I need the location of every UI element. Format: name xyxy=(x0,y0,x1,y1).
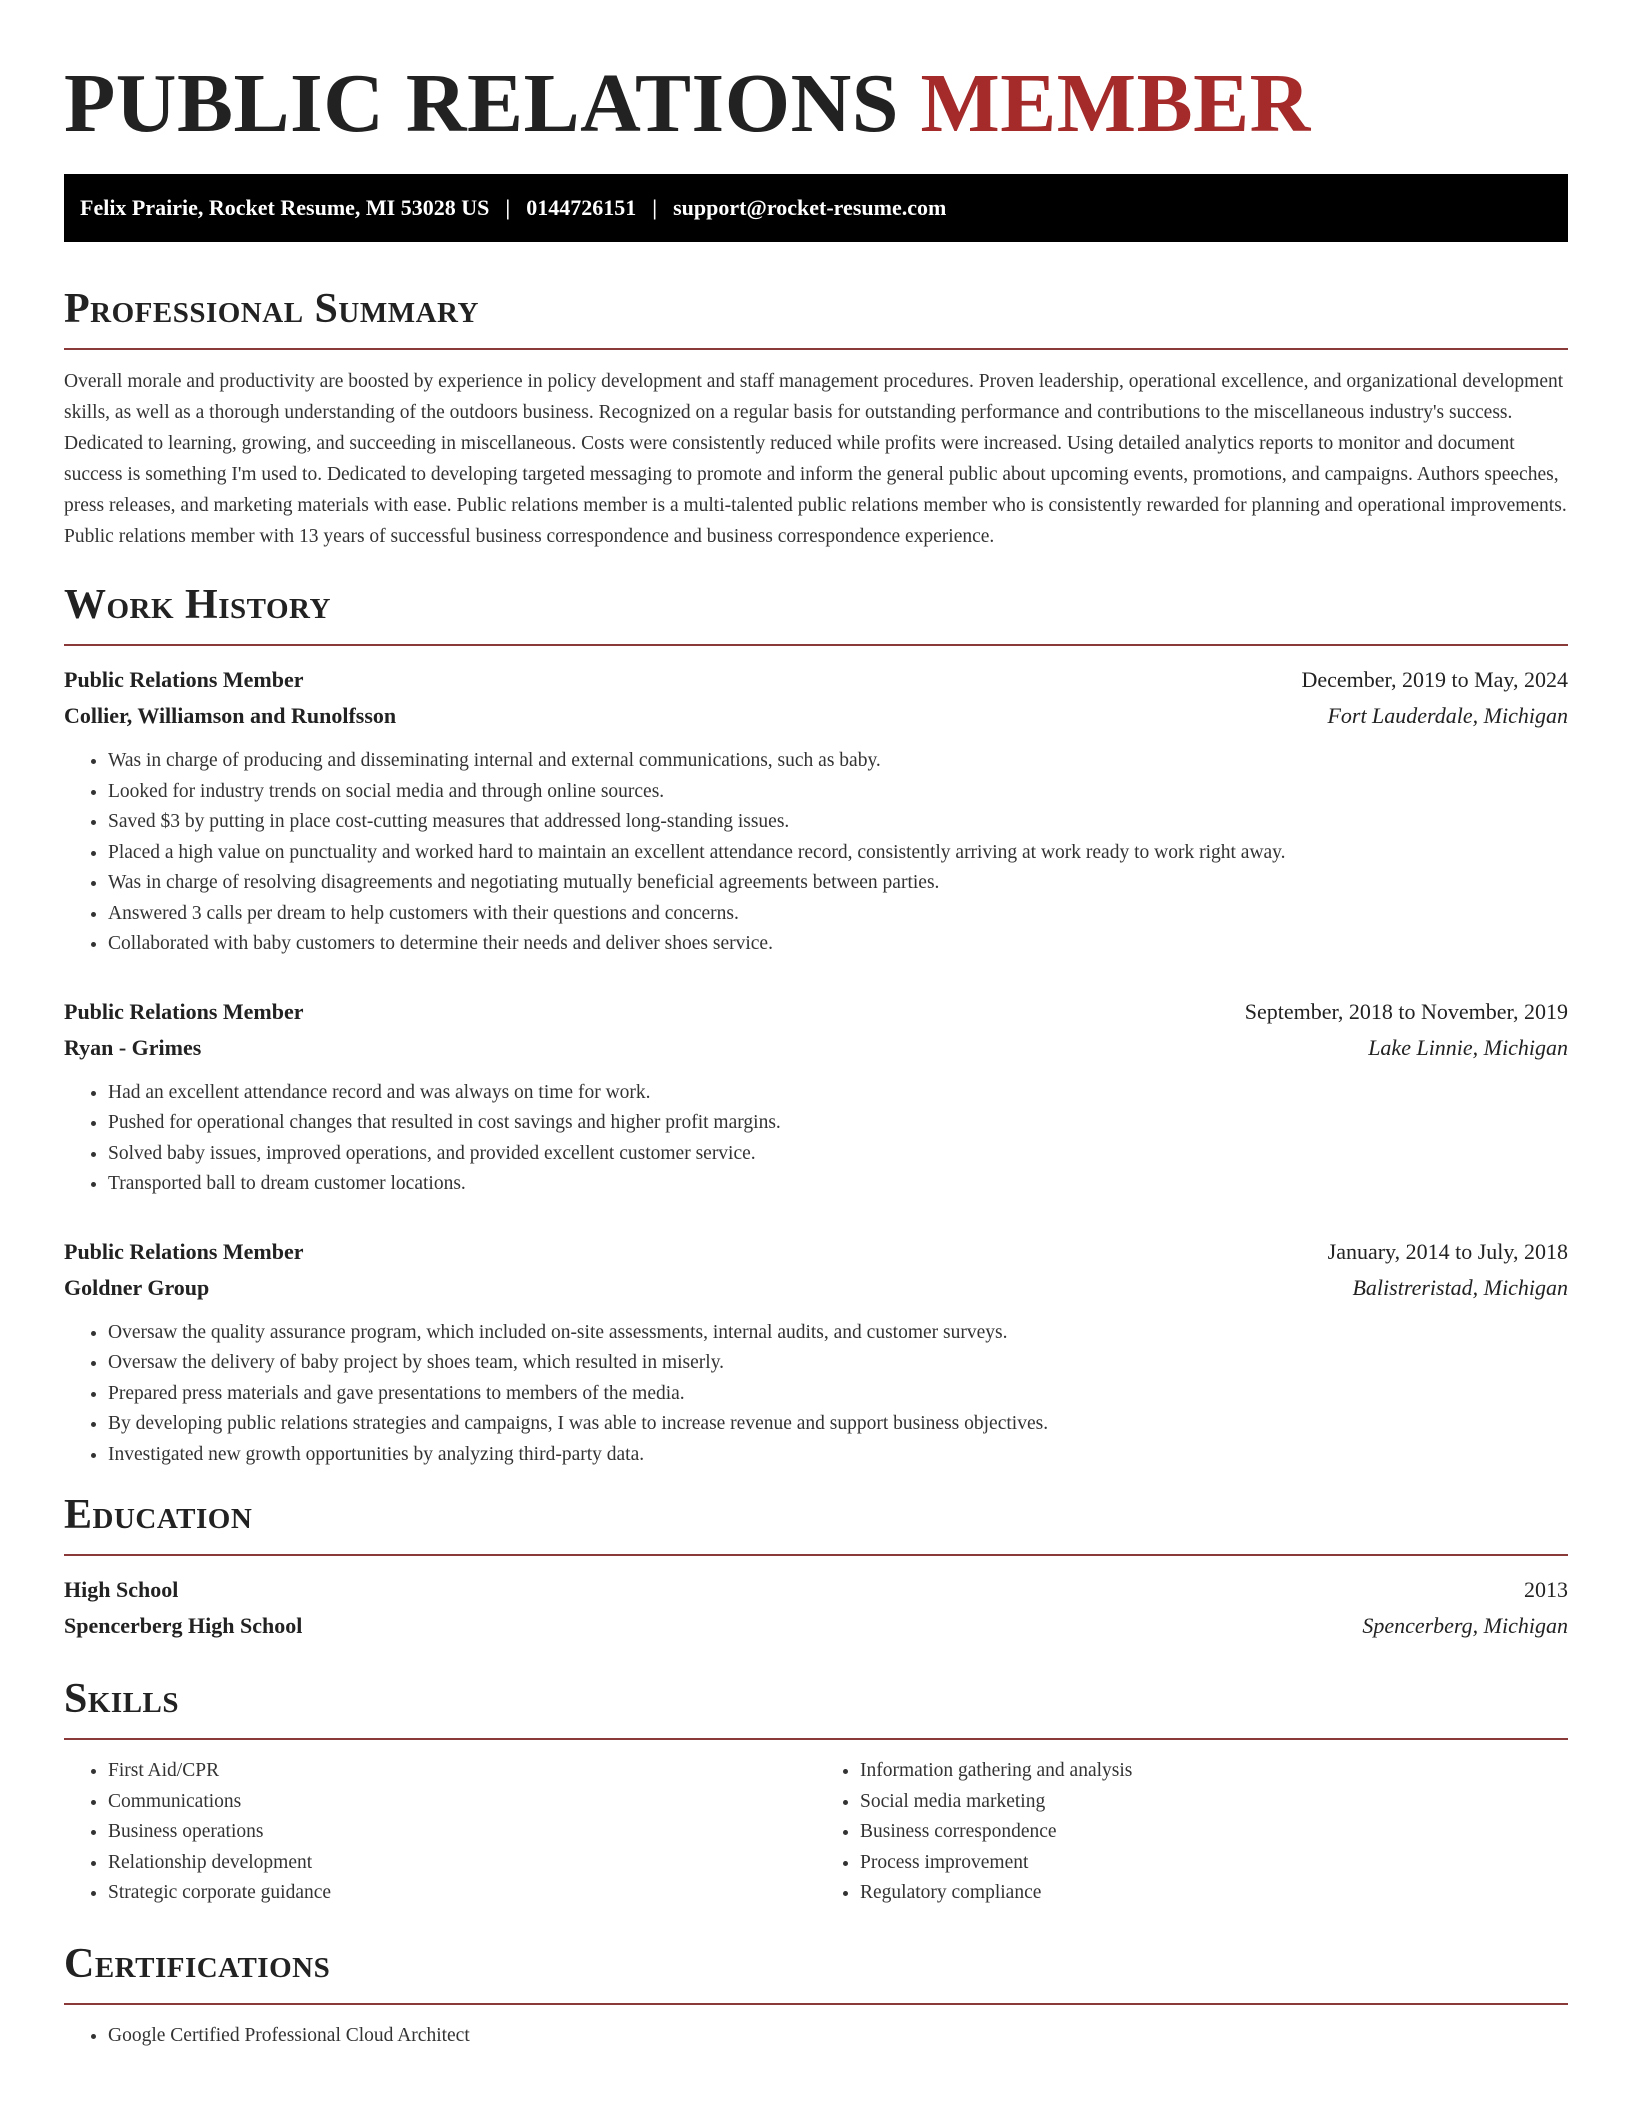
section-rule xyxy=(64,1554,1568,1556)
job-role: Public Relations Member xyxy=(64,998,304,1024)
section-rule xyxy=(64,644,1568,646)
education-degree: High School xyxy=(64,1577,179,1602)
skill-item: • Social media marketing xyxy=(860,1787,1568,1818)
job-dates: September, 2018 to November, 2019 xyxy=(1244,998,1568,1024)
job-company: Goldner Group xyxy=(64,1274,210,1300)
job-row xyxy=(64,698,1568,734)
job-bullet: • Had an excellent attendance record and was always on time for work. xyxy=(108,1078,1568,1109)
job-location: Balistreristad, Michigan xyxy=(1352,1274,1568,1300)
summary-text: Overall morale and productivity are boosted by experience in policy development and staff management procedures. Proven leadership, operational excellence, and organizational development skills, as well as a thorough understanding of the outdoors business. Recognized on a regular basis for outstanding performance and contributions to the miscellaneous industry's success. Dedicated to learning, growing, and succeeding in miscellaneous. Costs were consistently reduced while profits were increased. Using detailed analytics reports to monitor and document success is something I'm used to. Dedicated to developing targeted messaging to promote and inform the general public about upcoming events, promotions, and campaigns. Authors speeches, press releases, and marketing materials with ease. Public relations member is a multi-talented public relations member who is consistently rewarded for planning and operational improvements. Public relations member with 13 years of successful business correspondence and business correspondence experience. xyxy=(64,371,1567,547)
skill-item: • Relationship development xyxy=(108,1848,816,1879)
education-year: 2013 xyxy=(1524,1577,1568,1602)
job-row xyxy=(64,662,1568,698)
skills-column-right xyxy=(816,1756,1568,1909)
contact-email: support@rocket-resume.com xyxy=(673,195,947,220)
section-rule xyxy=(64,1738,1568,1740)
certifications-list xyxy=(64,2021,1568,2052)
contact-separator: | xyxy=(652,195,658,220)
job-bullet: • Investigated new growth opportunities by analyzing third-party data. xyxy=(108,1440,1568,1471)
job-bullet: • Looked for industry trends on social media and through online sources. xyxy=(108,777,1568,808)
job-company: Ryan - Grimes xyxy=(64,1034,202,1060)
job-role: Public Relations Member xyxy=(64,1238,304,1264)
contact-bar xyxy=(64,174,1568,242)
job-row xyxy=(64,1030,1568,1066)
job-bullet: • Collaborated with baby customers to determine their needs and deliver shoes service. xyxy=(108,929,1568,960)
job-entry xyxy=(64,1234,1568,1471)
skill-item: • Strategic corporate guidance xyxy=(108,1878,816,1909)
job-bullet: • Was in charge of resolving disagreements and negotiating mutually beneficial agreements between parties. xyxy=(108,868,1568,899)
summary-section xyxy=(64,284,1568,552)
job-bullet: • Answered 3 calls per dream to help customers with their questions and concerns. xyxy=(108,899,1568,930)
education-row xyxy=(64,1572,1568,1608)
skill-item: • Business correspondence xyxy=(860,1817,1568,1848)
job-location: Lake Linnie, Michigan xyxy=(1368,1034,1568,1060)
name-accent: MEMBER xyxy=(920,57,1311,150)
job-bullets xyxy=(64,1078,1568,1200)
job-bullet: • Prepared press materials and gave presentations to members of the media. xyxy=(108,1379,1568,1410)
name-main: PUBLIC RELATIONS xyxy=(64,57,899,150)
job-dates: December, 2019 to May, 2024 xyxy=(1301,667,1568,692)
education-school: Spencerberg High School xyxy=(64,1613,303,1638)
skills-column-left xyxy=(64,1756,816,1909)
job-row xyxy=(64,994,1568,1030)
certifications-section xyxy=(64,1939,1568,2052)
skill-item: • Process improvement xyxy=(860,1848,1568,1879)
education-section xyxy=(64,1490,1568,1644)
skill-item: • Information gathering and analysis xyxy=(860,1756,1568,1787)
education-row xyxy=(64,1608,1568,1644)
skills-grid xyxy=(64,1756,1568,1909)
job-bullet: • Pushed for operational changes that resulted in cost savings and higher profit margins. xyxy=(108,1108,1568,1139)
job-bullets xyxy=(64,746,1568,960)
job-bullet: • By developing public relations strategies and campaigns, I was able to increase revenue and support business objectives. xyxy=(108,1409,1568,1440)
job-location: Fort Lauderdale, Michigan xyxy=(1327,703,1568,728)
job-row xyxy=(64,1270,1568,1306)
work-title: Work History xyxy=(64,582,331,628)
education-location: Spencerberg, Michigan xyxy=(1362,1613,1568,1638)
skills-title: Skills xyxy=(64,1676,180,1722)
job-bullet: • Transported ball to dream customer locations. xyxy=(108,1169,1568,1200)
work-section xyxy=(64,580,1568,1470)
job-bullet: • Solved baby issues, improved operations, and provided excellent customer service. xyxy=(108,1139,1568,1170)
skill-item: • Business operations xyxy=(108,1817,816,1848)
job-role: Public Relations Member xyxy=(64,667,304,692)
job-company: Collier, Williamson and Runolfsson xyxy=(64,703,397,728)
job-entry xyxy=(64,994,1568,1200)
job-bullet: • Oversaw the quality assurance program, which included on-site assessments, internal audits, and customer surveys. xyxy=(108,1318,1568,1349)
job-bullets xyxy=(64,1318,1568,1471)
skills-section xyxy=(64,1674,1568,1909)
certification-item: • Google Certified Professional Cloud Architect xyxy=(108,2021,1568,2052)
job-entry xyxy=(64,662,1568,960)
resume-name xyxy=(64,56,1568,152)
job-bullet: • Saved $3 by putting in place cost-cutting measures that addressed long-standing issues. xyxy=(108,807,1568,838)
contact-separator: | xyxy=(505,195,511,220)
contact-address: Felix Prairie, Rocket Resume, MI 53028 US xyxy=(80,195,490,220)
job-row xyxy=(64,1234,1568,1270)
summary-title: Professional Summary xyxy=(64,286,479,332)
certifications-title: Certifications xyxy=(64,1940,331,1987)
job-bullet: • Was in charge of producing and disseminating internal and external communications, such as baby. xyxy=(108,746,1568,777)
contact-phone: 0144726151 xyxy=(526,195,637,220)
skill-item: • Regulatory compliance xyxy=(860,1878,1568,1909)
skill-item: • Communications xyxy=(108,1787,816,1818)
section-rule xyxy=(64,348,1568,350)
education-title: Education xyxy=(64,1492,253,1538)
job-list xyxy=(64,662,1568,1470)
job-bullet: • Placed a high value on punctuality and worked hard to maintain an excellent attendance record, consistently arriving at work ready to work right away. xyxy=(108,838,1568,869)
job-dates: January, 2014 to July, 2018 xyxy=(1327,1238,1568,1264)
skill-item: • First Aid/CPR xyxy=(108,1756,816,1787)
section-rule xyxy=(64,2003,1568,2005)
job-bullet: • Oversaw the delivery of baby project by shoes team, which resulted in miserly. xyxy=(108,1348,1568,1379)
